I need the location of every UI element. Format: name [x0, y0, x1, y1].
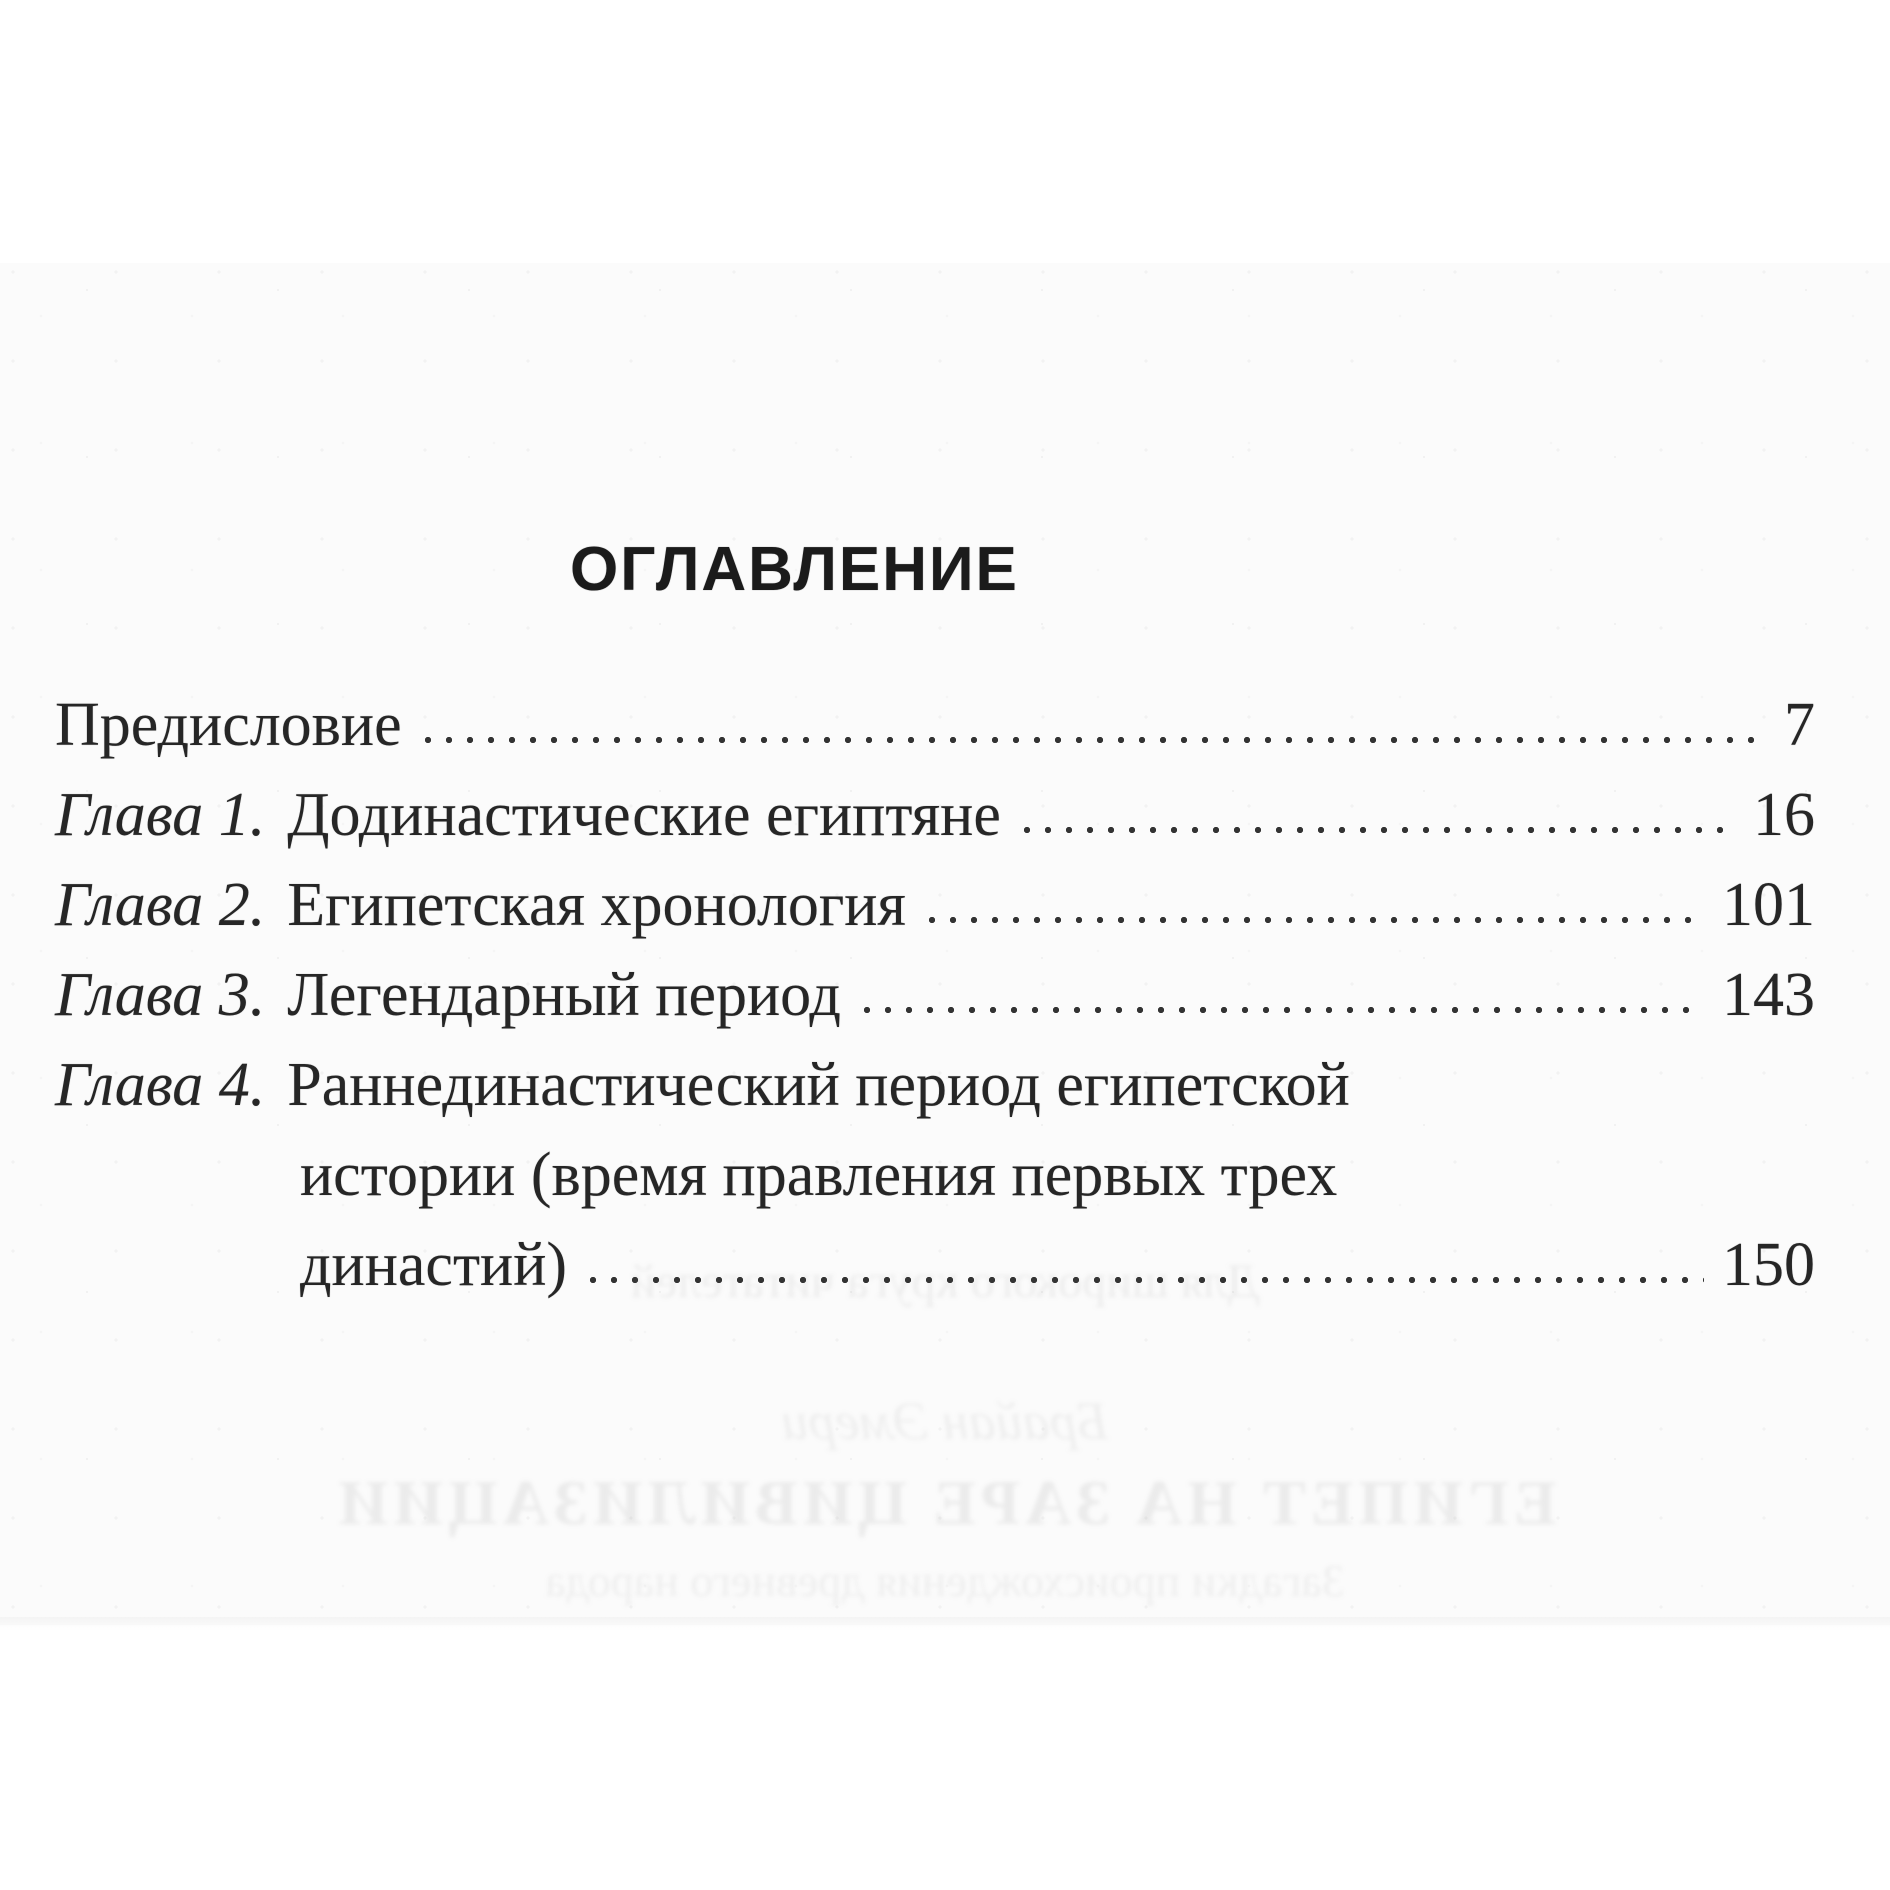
- page-number: 143: [1722, 961, 1815, 1029]
- page-number: 16: [1753, 781, 1815, 849]
- toc-row: [55, 770, 1815, 860]
- toc-row: [55, 950, 1815, 1040]
- dot-leader: [583, 1275, 1704, 1285]
- chapter-label: Глава 2.: [55, 871, 266, 939]
- entry-title: Раннединастический период египетской: [287, 1051, 1350, 1119]
- toc-entries: [0, 680, 1890, 1310]
- toc-row: [55, 1130, 1815, 1220]
- chapter-label: Глава 1.: [55, 781, 266, 849]
- entry-title: истории (время правления первых трех: [300, 1141, 1338, 1209]
- entry-title: династий): [300, 1231, 568, 1299]
- page-number: 7: [1784, 691, 1815, 759]
- entry-title: Додинастические египтяне: [287, 781, 1001, 849]
- entry-title: Легендарный период: [287, 961, 841, 1029]
- dot-leader: [922, 915, 1704, 925]
- page-number: 101: [1722, 871, 1815, 939]
- toc-row: [55, 1220, 1815, 1310]
- entry-title: Египетская хронология: [287, 871, 906, 939]
- dot-leader: [418, 735, 1766, 745]
- chapter-label: Глава 3.: [55, 961, 266, 1029]
- toc-heading: ОГЛАВЛЕНИЕ: [570, 535, 1019, 604]
- toc-row: [55, 860, 1815, 950]
- dot-leader: [1017, 825, 1735, 835]
- chapter-label: Глава 4.: [55, 1051, 266, 1119]
- toc-row: [55, 680, 1815, 770]
- toc-row: [55, 1040, 1815, 1130]
- page-number: 150: [1722, 1231, 1815, 1299]
- dot-leader: [857, 1005, 1704, 1015]
- entry-title: Предисловие: [55, 691, 402, 759]
